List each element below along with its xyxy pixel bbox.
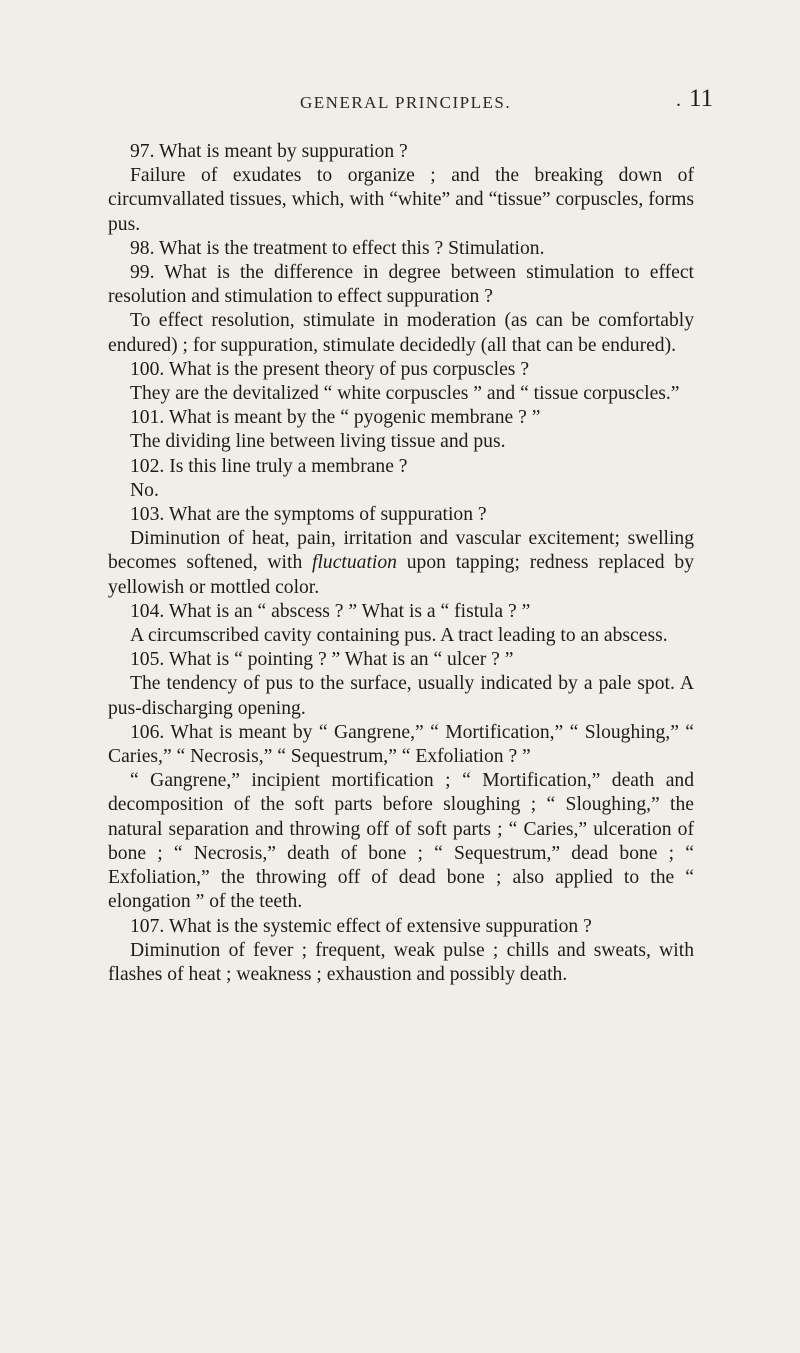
answer-103-italic: fluctuation (312, 552, 397, 574)
answer-99: To effect resolution, stimulate in moderation (as can be comfortably endured) ; for suppuration, stimulate decidedly (all that can be endured). (108, 310, 694, 356)
question-107: 107. What is the systemic effect of extensive suppuration ? (130, 915, 592, 937)
answer-100: They are the devitalized “ white corpuscles ” and “ tissue corpuscles.” (130, 383, 680, 405)
question-102: 102. Is this line truly a membrane ? (130, 455, 408, 477)
body-text (108, 140, 694, 987)
running-title: GENERAL PRINCIPLES. (300, 93, 512, 112)
question-104: 104. What is an “ abscess ? ” What is a “ fistula ? ” (130, 600, 531, 622)
question-103: 103. What are the symptoms of suppuration ? (130, 504, 487, 526)
answer-103-before: Diminution of heat, pain, irritation and vascular excitement; swelling becomes softened, with (108, 528, 694, 574)
page-number-dot: . (676, 89, 681, 111)
question-106: 106. What is meant by “ Gangrene,” “ Mortification,” “ Sloughing,” “ Caries,” “ Necrosis,” “ Sequestrum,” “ Exfoliation ? ” (108, 721, 694, 768)
question-99: 99. What is the difference in degree between stimulation to effect resolution and stimulation to effect suppuration ? (108, 262, 694, 308)
question-100: 100. What is the present theory of pus corpuscles ? (130, 358, 530, 380)
answer-103 (108, 527, 694, 600)
answer-107: Diminution of fever ; frequent, weak pulse ; chills and sweats, with flashes of heat ; weakness ; exhaustion and possibly death. (108, 939, 694, 985)
question-98: 98. What is the treatment to effect this ? Stimulation. (130, 237, 545, 259)
page-number (676, 85, 713, 113)
page-number-value: 11 (689, 85, 714, 112)
answer-106: “ Gangrene,” incipient mortification ; “ Mortification,” death and decomposition of the soft parts before sloughing ; “ Sloughing,” the natural separation and throwing off of soft parts ; “ Caries,” ulceration of bone ; “ Necrosis,” death of bone ; “ Sequestrum,” dead bone ; “ Exfoliation,” the throwing off of dead bone ; also applied to the “ elongation ” of the teeth. (108, 770, 694, 913)
answer-97: Failure of exudates to organize ; and the breaking down of circumvallated tissues, which, with “white” and “tissue” corpuscles, forms pus. (108, 165, 694, 235)
answer-104: A circumscribed cavity containing pus. A tract leading to an abscess. (130, 625, 668, 647)
running-head (0, 83, 800, 123)
answer-102: No. (130, 479, 159, 501)
question-97: 97. What is meant by suppuration ? (130, 141, 408, 162)
answer-101: The dividing line between living tissue and pus. (130, 431, 506, 453)
question-105: 105. What is “ pointing ? ” What is an “ ulcer ? ” (130, 649, 514, 671)
question-101: 101. What is meant by the “ pyogenic membrane ? ” (130, 407, 541, 429)
answer-103-after: upon tapping; redness replaced by yellowish or mottled color. (108, 552, 694, 598)
answer-105: The tendency of pus to the surface, usually indicated by a pale spot. A pus-discharging opening. (108, 673, 694, 719)
